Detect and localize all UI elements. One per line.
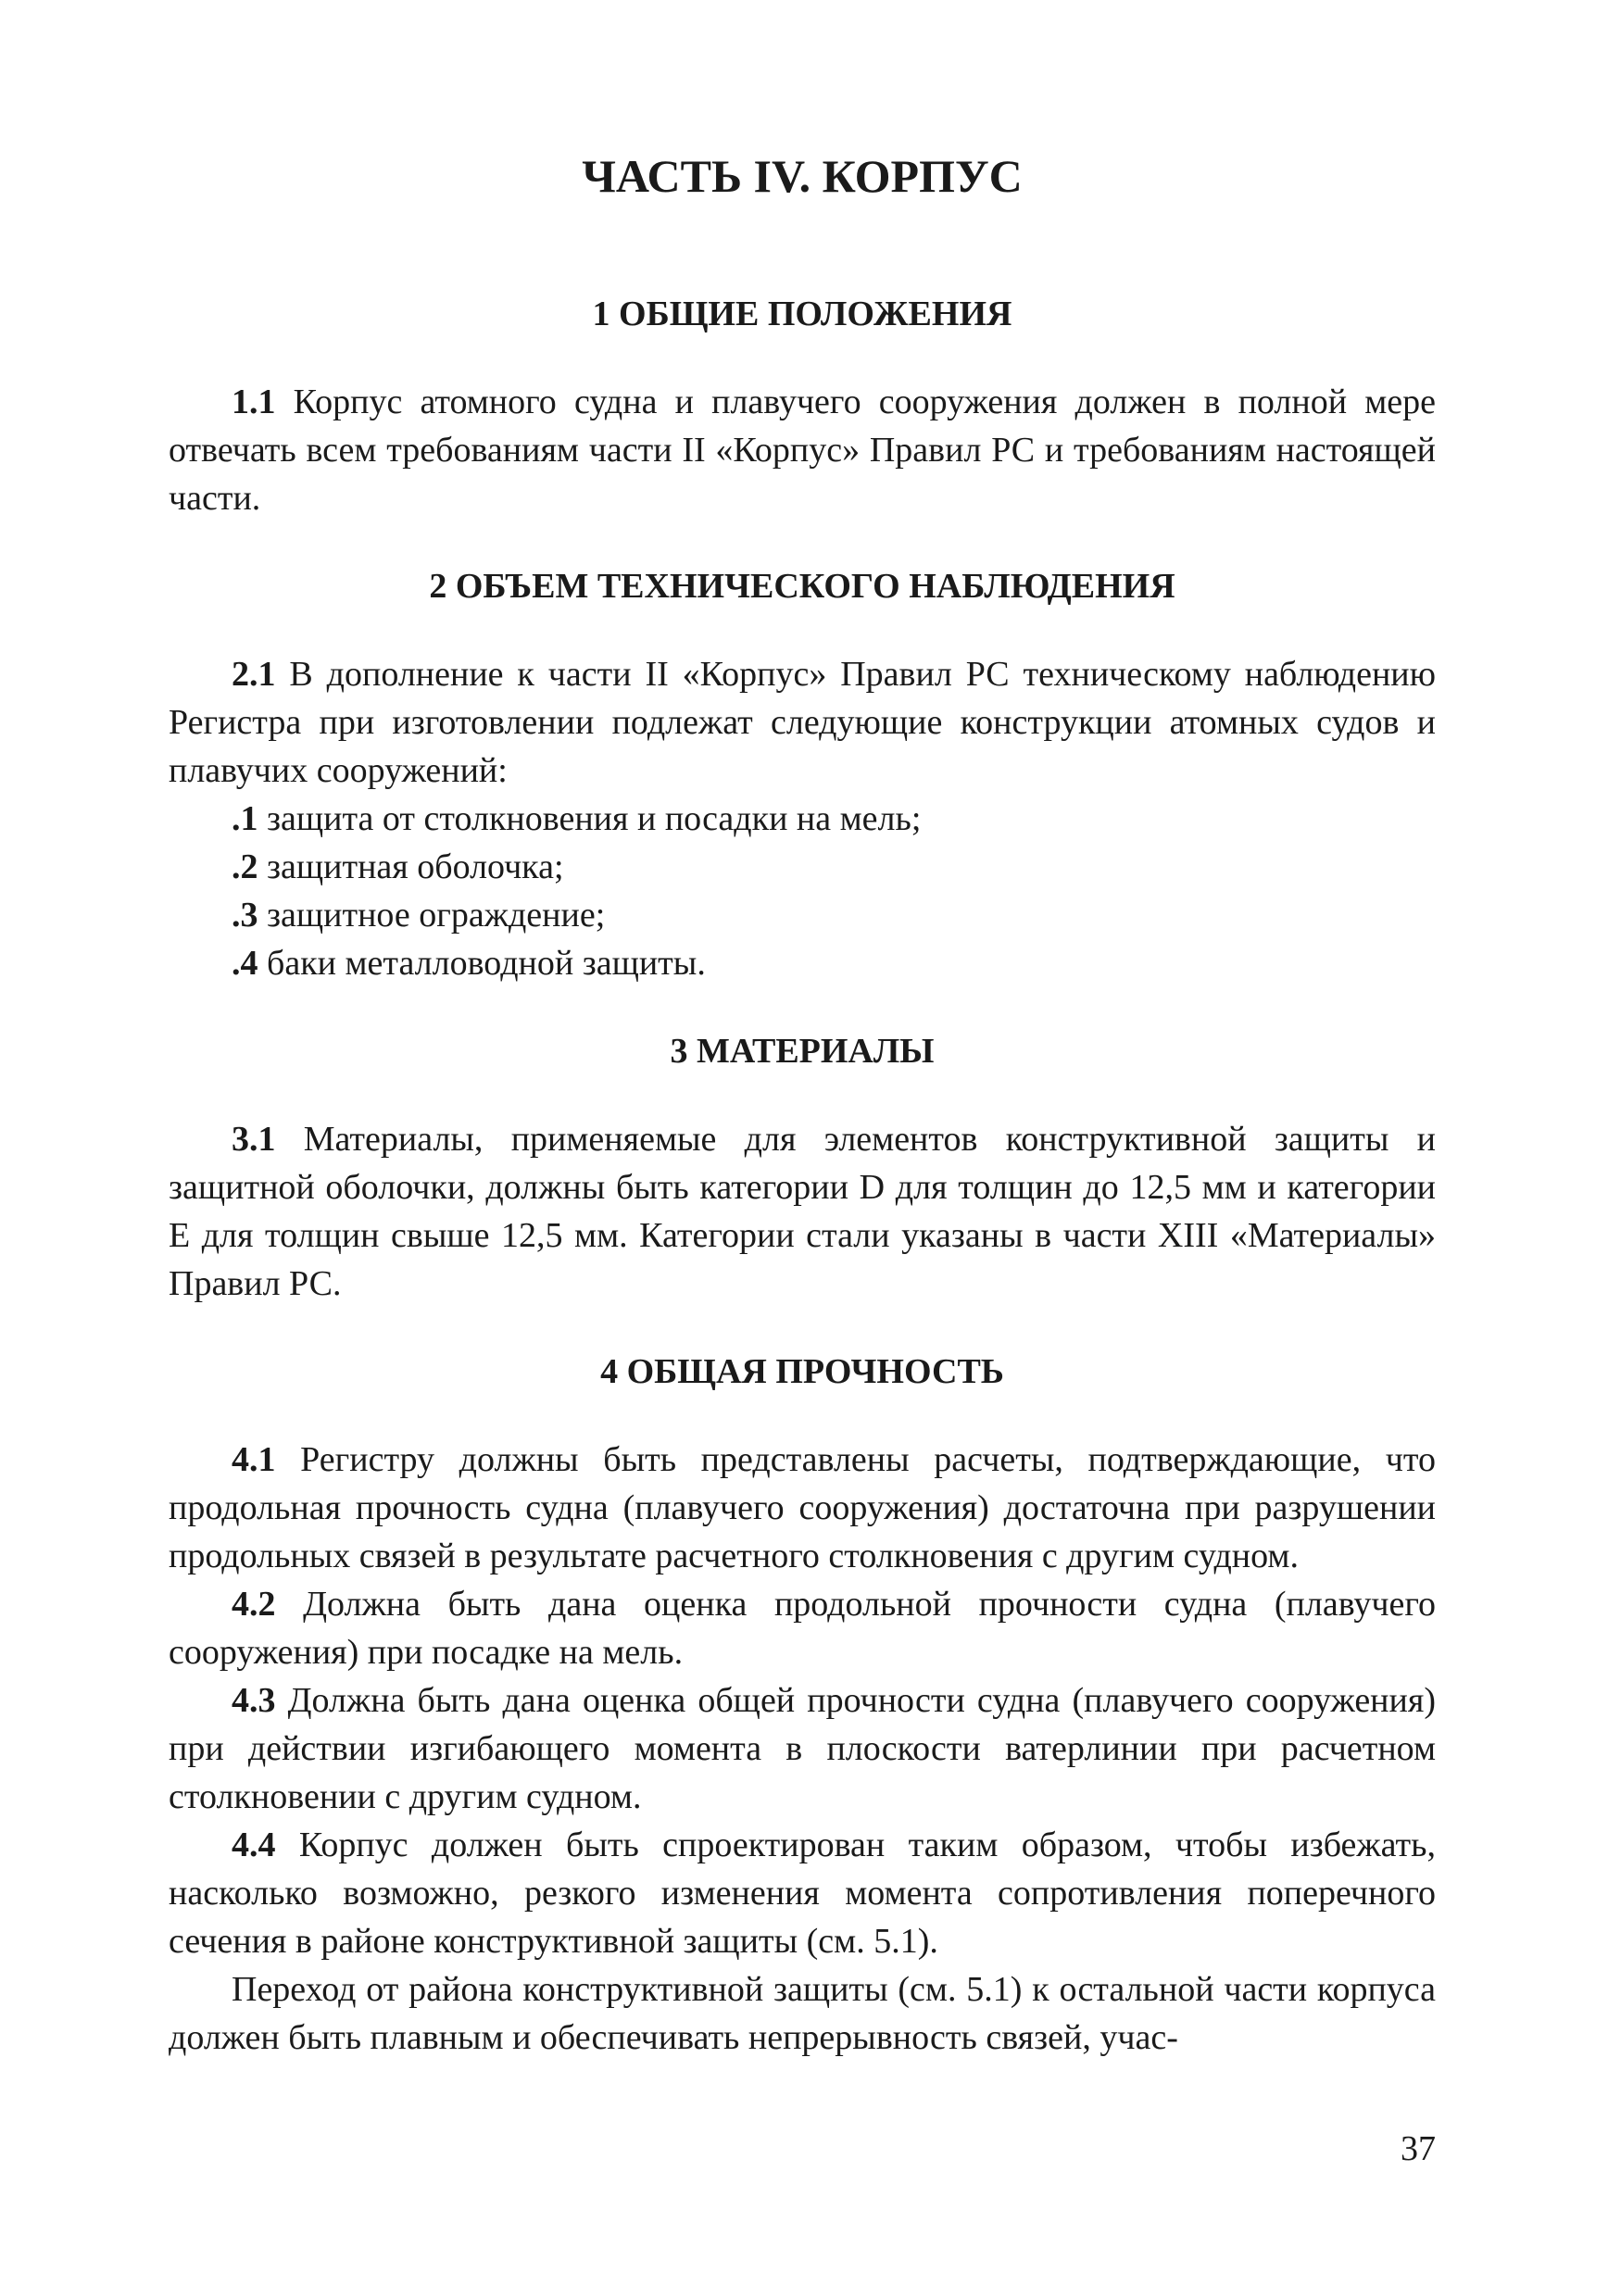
- list-item: [169, 939, 1436, 987]
- list-item-text: защитная оболочка;: [258, 847, 564, 886]
- list-item-text: баки металловодной защиты.: [258, 944, 706, 983]
- list-item-text: защита от столкновения и посадки на мель;: [258, 799, 922, 838]
- paragraph-3-1: [169, 1115, 1436, 1308]
- list-item-text: защитное ограждение;: [258, 896, 606, 935]
- paragraph-4-1: [169, 1436, 1436, 1580]
- list-item-number: .3: [232, 896, 258, 935]
- paragraph-number: 2.1: [232, 655, 276, 694]
- section-heading-3: 3 МАТЕРИАЛЫ: [670, 1032, 935, 1071]
- list-item: [169, 843, 1436, 891]
- paragraph-text: В дополнение к части II «Корпус» Правил РС техническому наблюдению Регистра при изготовлении подлежат следующие конструкции атомных судов и плавучих сооружений:: [169, 655, 1436, 790]
- paragraph-number: 1.1: [232, 383, 276, 421]
- section-heading-2: 2 ОБЪЕМ ТЕХНИЧЕСКОГО НАБЛЮДЕНИЯ: [429, 567, 1175, 606]
- paragraph-4-4: [169, 1821, 1436, 1965]
- list-item: [169, 795, 1436, 843]
- paragraph-4-continuation: [169, 1965, 1436, 2062]
- paragraph-number: 4.1: [232, 1440, 276, 1479]
- section-heading-1: 1 ОБЩИЕ ПОЛОЖЕНИЯ: [592, 295, 1012, 333]
- list-item-number: .4: [232, 944, 258, 983]
- paragraph-text: Корпус атомного судна и плавучего сооружения должен в полной мере отвечать всем требованиям части II «Корпус» Правил РС и требованиям настоящей части.: [169, 383, 1436, 518]
- section-heading-4: 4 ОБЩАЯ ПРОЧНОСТЬ: [600, 1352, 1004, 1391]
- paragraph-4-2: [169, 1580, 1436, 1676]
- paragraph-text: Должна быть дана оценка общей прочности судна (плавучего сооружения) при действии изгибающего момента в плоскости ватерлинии при расчетном столкновении с другим судном.: [169, 1681, 1436, 1816]
- paragraph-text: Должна быть дана оценка продольной прочности судна (плавучего сооружения) при посадке на мель.: [169, 1585, 1436, 1672]
- paragraph-number: 4.3: [232, 1681, 276, 1720]
- paragraph-4-3: [169, 1676, 1436, 1821]
- list-item: [169, 891, 1436, 939]
- list-item-number: .2: [232, 847, 258, 886]
- paragraph-text: Регистру должны быть представлены расчеты, подтверждающие, что продольная прочность судна (плавучего сооружения) достаточна при разрушении продольных связей в результате расчетного столкновения с другим судном.: [169, 1440, 1436, 1575]
- paragraph-2-1: [169, 650, 1436, 795]
- part-title: ЧАСТЬ IV. КОРПУС: [582, 150, 1023, 202]
- list-item-number: .1: [232, 799, 258, 838]
- paragraph-number: 3.1: [232, 1120, 276, 1159]
- paragraph-number: 4.2: [232, 1585, 276, 1624]
- paragraph-text: Переход от района конструктивной защиты (см. 5.1) к остальной части корпуса должен быть плавным и обеспечивать непрерывность связей, учас-: [169, 1970, 1436, 2057]
- paragraph-text: Материалы, применяемые для элементов конструктивной защиты и защитной оболочки, должны быть категории D для толщин до 12,5 мм и категории E для толщин свыше 12,5 мм. Категории стали указаны в части XIII «Материалы» Правил РС.: [169, 1120, 1436, 1303]
- page-content: [169, 148, 1436, 2062]
- paragraph-1-1: [169, 378, 1436, 522]
- paragraph-text: Корпус должен быть спроектирован таким образом, чтобы избежать, насколько возможно, резкого изменения момента сопротивления поперечного сечения в районе конструктивной защиты (см. 5.1).: [169, 1826, 1436, 1961]
- paragraph-number: 4.4: [232, 1826, 276, 1864]
- page-number: 37: [1401, 2129, 1436, 2168]
